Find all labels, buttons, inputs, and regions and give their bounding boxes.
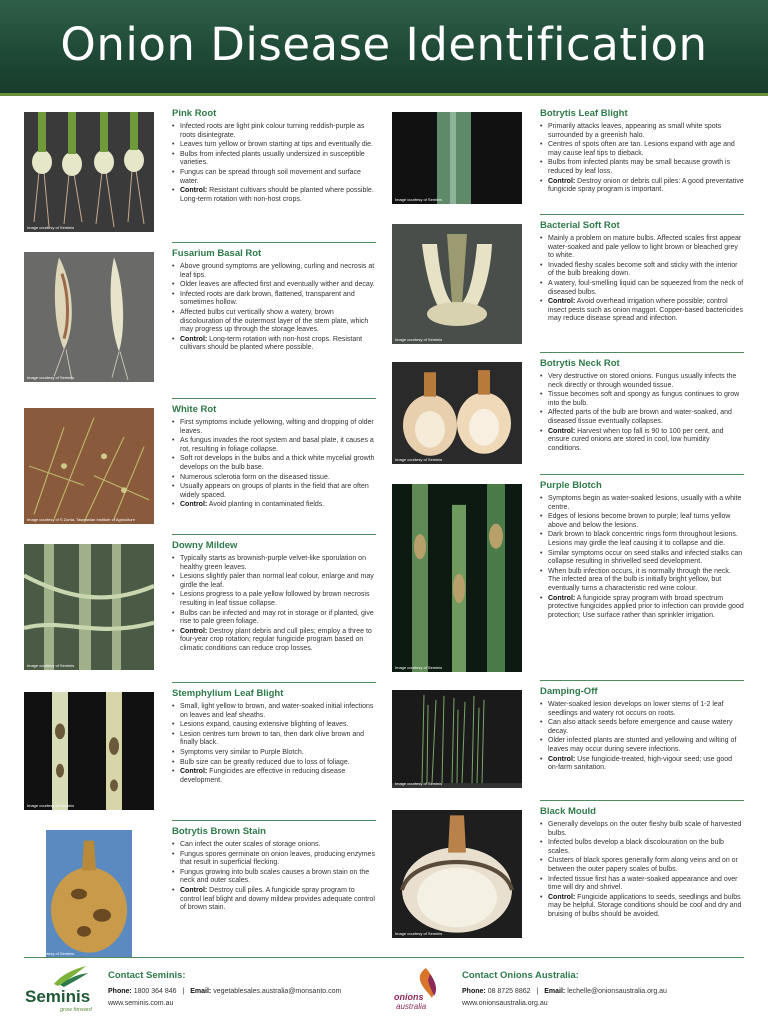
symptom-item <box>172 721 376 730</box>
control-item <box>540 178 744 195</box>
item-text: Affected bulbs cut vertically show a watery, brown discolouration of the outermost layer of the stem plate, which may progress up through the storage leaves. <box>180 308 369 334</box>
white-rot-photo <box>24 408 154 524</box>
item-text: Fungus spores germinate on onion leaves, producing enzymes that result in superficial flecking. <box>180 850 375 867</box>
item-text: Soft rot develops in the bulbs and a thick white mycelial growth develops on the bulb base. <box>180 455 375 471</box>
control-item <box>172 768 376 785</box>
section-heading: Purple Blotch <box>540 480 602 491</box>
item-text: Similar symptoms occur on seed stalks and infected stalks can collapse resulting in shrivelled seed development. <box>548 549 743 566</box>
item-text: Fungicides are effective in reducing disease development. <box>180 768 346 784</box>
black-mould-image-credit: Image courtesy of Seminis <box>395 931 443 936</box>
item-text: As fungus invades the root system and basal plate, it causes a rot, resulting in foliage collapse. <box>180 437 374 453</box>
botrytis-neck-rot-photo <box>392 362 522 464</box>
stemphylium-leaf-blight-image-credit: Image courtesy of Seminis <box>27 803 75 808</box>
item-text: Destroy onion or debris cull piles: A good preventative fungicide spray program is important. <box>548 177 744 194</box>
section-divider <box>172 820 376 821</box>
fusarium-basal-rot-description <box>172 248 376 354</box>
item-text: Infected roots are light pink colour turning reddish-purple as roots disintegrate. <box>180 123 365 139</box>
control-label: Control: <box>180 187 208 195</box>
symptom-item <box>172 851 376 868</box>
symptom-item <box>540 513 744 530</box>
symptom-item <box>172 591 376 608</box>
section-heading: Damping-Off <box>540 686 598 697</box>
symptom-item <box>172 573 376 590</box>
onions-email-label: Email: <box>544 988 566 995</box>
symptom-list <box>540 821 744 920</box>
symptom-list <box>540 373 744 453</box>
onions-logo-text-2: australia <box>396 1002 427 1011</box>
section-heading: White Rot <box>172 404 217 415</box>
item-text: Older infected plants are stunted and yellowing and wilting of leaves may occur during severe infections. <box>548 737 737 753</box>
fusarium-basal-rot-image-credit: Image courtesy of Seminis <box>27 375 75 380</box>
seminis-logo <box>24 964 104 1014</box>
pink-root-description <box>172 108 376 205</box>
downy-mildew-description <box>172 540 376 655</box>
symptom-item <box>540 159 744 176</box>
symptom-item <box>540 409 744 426</box>
symptom-item <box>540 839 744 856</box>
botrytis-leaf-blight-image-credit: Image courtesy of Seminis <box>395 197 443 202</box>
section-heading: Botrytis Neck Rot <box>540 358 620 369</box>
section-divider <box>172 682 376 683</box>
downy-mildew-image-credit: Image courtesy of Seminis <box>27 663 75 668</box>
symptom-item <box>172 841 376 850</box>
stemphylium-leaf-blight-photo <box>24 692 154 810</box>
seminis-phone[interactable]: 1800 364 846 <box>133 988 177 995</box>
symptom-item <box>172 309 376 335</box>
seminis-logo-text: Seminis <box>25 987 91 1006</box>
damping-off-description <box>540 686 744 774</box>
bacterial-soft-rot-description <box>540 220 744 325</box>
item-text: Infected tissue first has a water-soaked appearance and over time will dry and shrivel. <box>548 875 738 892</box>
section-divider <box>540 680 744 681</box>
symptom-item <box>540 373 744 390</box>
item-text: Mainly a problem on mature bulbs. Affected scales first appear water-soaked and pale yellow to light brown or bleached grey to white. <box>548 235 742 260</box>
symptom-list <box>172 841 376 913</box>
bacterial-soft-rot-image-credit: Image courtesy of Seminis <box>395 337 443 342</box>
control-item <box>540 298 744 324</box>
item-text: Can infect the outer scales of storage onions. <box>180 841 321 848</box>
stemphylium-leaf-blight-description <box>172 688 376 786</box>
control-label: Control: <box>548 427 576 435</box>
symptom-item <box>540 141 744 158</box>
symptom-item <box>540 280 744 297</box>
section-heading: Pink Root <box>172 108 217 119</box>
control-item <box>540 428 744 454</box>
botrytis-brown-stain-photo <box>24 830 154 958</box>
seminis-email[interactable]: vegetablesales.australia@monsanto.com <box>213 988 342 995</box>
botrytis-neck-rot-description <box>540 358 744 454</box>
control-item <box>540 894 744 920</box>
control-label: Control: <box>548 893 576 901</box>
section-heading: Botrytis Leaf Blight <box>540 108 628 119</box>
black-mould-description <box>540 806 744 921</box>
control-label: Control: <box>180 627 208 635</box>
item-text: Lesions expand, causing extensive blighting of leaves. <box>180 721 349 729</box>
pink-root-image-credit: Image courtesy of Seminis <box>27 225 75 230</box>
item-text: Edges of lesions become brown to purple; leaf turns yellow above and below the lesions. <box>548 513 731 529</box>
symptom-item <box>540 857 744 874</box>
control-item <box>172 187 376 204</box>
control-label: Control: <box>180 768 208 776</box>
symptom-item <box>540 262 744 279</box>
section-heading: Downy Mildew <box>172 540 238 551</box>
symptom-list <box>172 263 376 353</box>
symptom-item <box>540 123 744 140</box>
white-rot-image-credit: Image courtesy of S Zonta, Tasmanian Institute of Agriculture <box>27 517 135 522</box>
section-heading: Black Mould <box>540 806 596 817</box>
symptom-item <box>172 281 376 290</box>
purple-blotch-photo <box>392 484 522 672</box>
symptom-list <box>540 701 744 773</box>
item-text: Bulbs from infected plants usually undersized in susceptible varieties. <box>180 150 365 167</box>
symptom-item <box>172 123 376 140</box>
symptom-item <box>172 731 376 748</box>
item-text: Above ground symptoms are yellowing, curling and necrosis at leaf tips. <box>180 263 375 279</box>
symptom-item <box>172 749 376 758</box>
symptom-item <box>172 169 376 186</box>
symptom-item <box>540 719 744 736</box>
onions-contact-heading: Contact Onions Australia: <box>462 970 579 981</box>
symptom-item <box>172 759 376 768</box>
botrytis-leaf-blight-description <box>540 108 744 196</box>
section-heading: Fusarium Basal Rot <box>172 248 262 259</box>
onions-australia-contact: Contact Onions Australia: Phone: 08 8725 8862 | Email: lechelle@onionsaustralia.org.au www.onionsaustralia.org.au <box>462 970 752 1010</box>
symptom-item <box>172 151 376 168</box>
control-item <box>540 756 744 773</box>
symptom-item <box>172 610 376 627</box>
footer <box>0 964 768 1024</box>
item-text: Harvest when top fall is 90 to 100 per cent, and ensure cured onions are stored in cool, low humidity conditions. <box>548 427 724 452</box>
white-rot-description <box>172 404 376 511</box>
symptom-item <box>540 821 744 838</box>
item-text: Usually appears on groups of plants in the field that are often widely spaced. <box>180 483 369 499</box>
item-text: Destroy plant debris and cull piles; employ a three to four-year crop rotation; regular fungicide program based on climatic conditions can reduce crop losses. <box>180 627 372 652</box>
control-label: Control: <box>548 177 576 185</box>
purple-blotch-description <box>540 480 744 621</box>
item-text: Fungus can be spread through soil movement and surface water. <box>180 168 361 185</box>
item-text: Lesion centres turn brown to tan, then dark olive brown and finally black. <box>180 730 365 747</box>
damping-off-photo <box>392 690 522 788</box>
item-text: Older leaves are affected first and eventually wither and decay. <box>180 281 375 289</box>
footer-divider <box>24 957 744 958</box>
fusarium-basal-rot-photo <box>24 252 154 382</box>
control-label: Control: <box>180 501 208 509</box>
item-text: Centres of spots often are tan. Lesions expand with age and may cause leaf tips to dieback. <box>548 141 735 157</box>
botrytis-neck-rot-image-credit: Image courtesy of Seminis <box>395 457 443 462</box>
control-item <box>172 336 376 353</box>
control-label: Control: <box>548 594 576 602</box>
symptom-list <box>540 495 744 620</box>
section-divider <box>172 398 376 399</box>
item-text: Symptoms very similar to Purple Blotch. <box>180 748 304 756</box>
item-text: Invaded fleshy scales become soft and sticky with the interior of the bulb breaking down. <box>548 261 738 278</box>
symptom-list <box>540 235 744 324</box>
item-text: Can also attack seeds before emergence and cause watery decay. <box>548 719 733 735</box>
section-divider <box>540 352 744 353</box>
item-text: Fungus growing into bulb scales causes a brown stain on the neck and outer scales. <box>180 868 370 885</box>
item-text: Clusters of black spores generally form along veins and on or between the outer papery scales of bulbs. <box>548 857 738 873</box>
onions-email[interactable]: lechelle@onionsaustralia.org.au <box>567 988 667 995</box>
onions-website[interactable]: www.onionsaustralia.org.au <box>462 1000 548 1007</box>
item-text: Small, light yellow to brown, and water-soaked initial infections on leaves and leaf sheaths. <box>180 703 374 719</box>
item-text: Infected roots are dark brown, flattened, transparent and sometimes hollow. <box>180 290 355 307</box>
onions-logo-text-1: onions <box>394 992 424 1002</box>
symptom-item <box>540 701 744 718</box>
section-heading: Stemphylium Leaf Blight <box>172 688 284 699</box>
control-item <box>172 628 376 654</box>
seminis-contact-heading: Contact Seminis: <box>108 970 186 981</box>
seminis-phone-label: Phone: <box>108 988 132 995</box>
seminis-contact: Contact Seminis: Phone: 1800 364 846 | Email: vegetablesales.australia@monsanto.com www.seminis.com.au <box>108 970 378 1010</box>
symptom-list <box>172 703 376 785</box>
symptom-item <box>172 455 376 472</box>
item-text: Avoid planting in contaminated fields. <box>208 501 325 509</box>
symptom-item <box>540 568 744 594</box>
symptom-item <box>540 550 744 567</box>
item-text: When bulb infection occurs, it is normally through the neck. The infected area of the bulb is initially bright yellow, but eventually turns a characteristic red wine colour. <box>548 567 731 592</box>
section-heading: Bacterial Soft Rot <box>540 220 620 231</box>
symptom-item <box>540 391 744 408</box>
symptom-item <box>540 737 744 754</box>
control-label: Control: <box>548 755 576 763</box>
symptom-item <box>172 141 376 150</box>
section-heading: Botrytis Brown Stain <box>172 826 266 837</box>
section-divider <box>540 214 744 215</box>
symptom-item <box>172 483 376 500</box>
symptom-item <box>172 555 376 572</box>
item-text: Fungicide applications to seeds, seedlings and bulbs may be helpful. Storage conditions should be cool and dry and bruising of bulbs should be avoided. <box>548 893 742 918</box>
item-text: Generally develops on the outer fleshy bulb scale of harvested bulbs. <box>548 821 742 837</box>
item-text: A watery, foul-smelling liquid can be squeezed from the neck of diseased bulbs. <box>548 279 744 296</box>
item-text: Infected bulbs develop a black discolouration on the bulb scales. <box>548 839 724 855</box>
purple-blotch-image-credit: Image courtesy of Seminis <box>395 665 443 670</box>
page-title: Onion Disease Identification <box>60 18 708 71</box>
symptom-item <box>172 437 376 454</box>
item-text: Numerous sclerotia form on the diseased tissue. <box>180 473 330 481</box>
pink-root-photo <box>24 112 154 232</box>
section-divider <box>540 474 744 475</box>
symptom-item <box>540 235 744 261</box>
item-text: Resistant cultivars should be planted where possible. Long-term rotation with non-host crops. <box>180 187 374 203</box>
botrytis-brown-stain-image-credit: Image courtesy of Seminis <box>27 951 75 956</box>
symptom-item <box>540 495 744 512</box>
item-text: Bulb size can be greatly reduced due to loss of foliage. <box>180 758 350 766</box>
black-mould-photo <box>392 810 522 938</box>
symptom-item <box>172 263 376 280</box>
item-text: Water-soaked lesion develops on lower stems of 1-2 leaf seedlings and watery rot occurs on roots. <box>548 701 724 717</box>
bacterial-soft-rot-photo <box>392 224 522 344</box>
botrytis-leaf-blight-photo <box>392 112 522 204</box>
botrytis-brown-stain-description <box>172 826 376 914</box>
section-divider <box>540 800 744 801</box>
symptom-list <box>172 123 376 204</box>
item-text: Destroy cull piles. A fungicide spray program to control leaf blight and downy mildew provides adequate control of brown stain. <box>180 886 375 912</box>
item-text: Lesions progress to a pale yellow followed by brown necrosis resulting in leaf tissue collapse. <box>180 591 370 607</box>
item-text: Leaves turn yellow or brown starting at tips and eventually die. <box>180 141 373 149</box>
item-text: Use fungicide-treated, high-vigour seed; use good on-farm sanitation. <box>548 755 733 772</box>
item-text: Bulbs from infected plants may be small because growth is reduced by leaf loss. <box>548 159 731 175</box>
seminis-email-label: Email: <box>190 988 212 995</box>
item-text: Typically starts as brownish-purple velvet-like sporulation on healthy green leaves. <box>180 555 366 571</box>
symptom-list <box>172 555 376 654</box>
symptom-item <box>540 531 744 548</box>
control-label: Control: <box>548 298 576 306</box>
item-text: Primarily attacks leaves, appearing as small white spots surrounded by a greenish halo. <box>548 123 722 139</box>
downy-mildew-photo <box>24 544 154 670</box>
control-label: Control: <box>180 886 208 894</box>
item-text: Bulbs can be infected and may rot in storage or if planted, give rise to pale green foliage. <box>180 609 374 626</box>
symptom-item <box>172 291 376 308</box>
item-text: Affected parts of the bulb are brown and water-soaked, and diseased tissue eventually collapses. <box>548 409 732 425</box>
page-header <box>0 0 768 96</box>
symptom-item <box>540 876 744 893</box>
item-text: First symptoms include yellowing, wilting and dropping of older leaves. <box>180 419 374 435</box>
onions-australia-logo <box>392 964 450 1014</box>
control-item <box>540 595 744 621</box>
symptom-item <box>172 474 376 483</box>
onions-phone[interactable]: 08 8725 8862 <box>487 988 531 995</box>
item-text: Very destructive on stored onions. Fungus usually infects the neck directly or through wounded tissue. <box>548 373 737 389</box>
symptom-item <box>172 419 376 436</box>
control-item <box>172 887 376 913</box>
item-text: Long-term rotation with non-host crops. Resistant cultivars should be planted where possible. <box>180 335 363 352</box>
item-text: Avoid overhead irrigation where possible; control insect pests such as onion maggot. Copper-based bactericides may reduce disease spread and infection. <box>548 298 743 323</box>
symptom-item <box>172 869 376 886</box>
section-divider <box>172 242 376 243</box>
control-label: Control: <box>180 335 208 343</box>
onions-phone-label: Phone: <box>462 988 486 995</box>
section-divider <box>172 534 376 535</box>
item-text: A fungicide spray program with broad spectrum protective fungicides applied prior to infection can provide good protection; Use surface rather than sprinkler irrigation. <box>548 594 744 619</box>
symptom-item <box>172 703 376 720</box>
control-item <box>172 501 376 510</box>
symptom-list <box>172 419 376 510</box>
symptom-list <box>540 123 744 195</box>
item-text: Tissue becomes soft and spongy as fungus continues to grow into the bulb. <box>548 391 740 407</box>
item-text: Symptoms begin as water-soaked lesions, usually with a white centre. <box>548 495 742 511</box>
damping-off-image-credit: Image courtesy of Seminis <box>395 781 443 786</box>
seminis-website[interactable]: www.seminis.com.au <box>108 1000 174 1007</box>
item-text: Dark brown to black concentric rings form throughout lesions. Lesions may girdle the leaf causing it to collapse and die. <box>548 531 738 547</box>
item-text: Lesions slightly paler than normal leaf colour, enlarge and may girdle the leaf. <box>180 573 374 589</box>
seminis-logo-tagline: grow forward <box>60 1007 92 1013</box>
